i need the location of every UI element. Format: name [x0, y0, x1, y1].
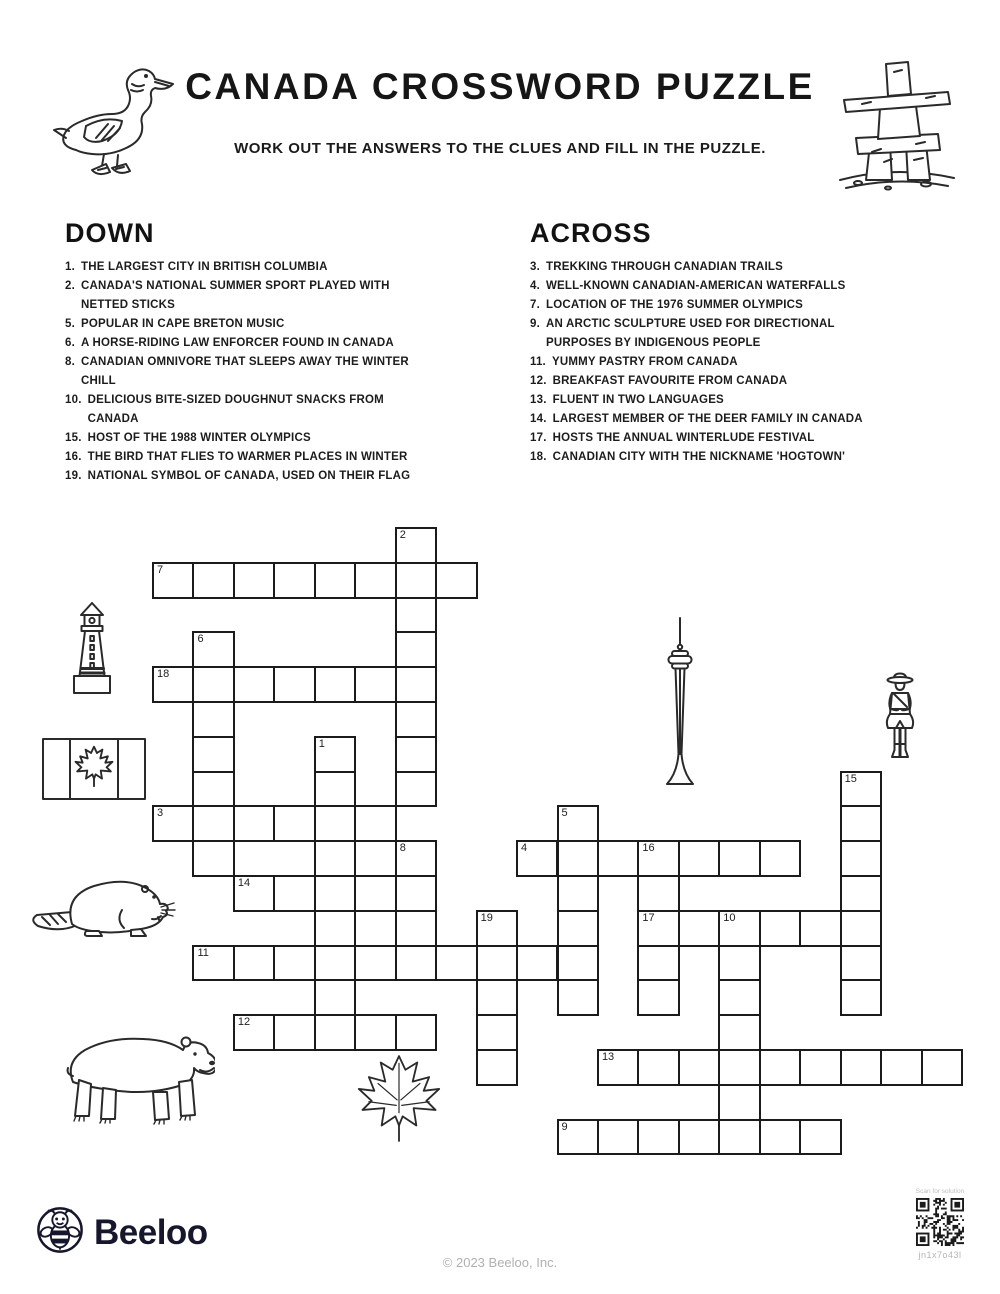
clue-number: 5.: [65, 318, 75, 330]
clue-number: 1.: [65, 261, 75, 273]
cell-number: 10: [723, 911, 736, 924]
grid-cell[interactable]: [718, 910, 760, 947]
grid-cell[interactable]: [192, 736, 234, 773]
grid-cell[interactable]: [840, 945, 882, 982]
clue-text: YUMMY PASTRY FROM CANADA: [551, 356, 738, 368]
grid-cell[interactable]: [799, 1119, 841, 1156]
cell-number: 6: [197, 633, 204, 646]
cell-number: 19: [480, 911, 493, 924]
grid-cell[interactable]: [395, 631, 437, 668]
grid-cell[interactable]: [678, 1049, 720, 1086]
grid-cell[interactable]: [395, 771, 437, 808]
grid-cell[interactable]: [476, 1014, 518, 1051]
across-heading: ACROSS: [530, 218, 652, 248]
clue-number: 15.: [65, 432, 82, 444]
clue-text: A HORSE-RIDING LAW ENFORCER FOUND IN CANADA: [81, 337, 394, 349]
grid-cell[interactable]: [152, 805, 194, 842]
clue-text: AN ARCTIC SCULPTURE USED FOR DIRECTIONAL PURPOSES BY INDIGENOUS PEOPLE: [546, 318, 835, 349]
cell-number: 17: [642, 911, 655, 924]
grid-cell[interactable]: [314, 840, 356, 877]
clue-number: 13.: [530, 394, 547, 406]
grid-cell[interactable]: [192, 945, 234, 982]
grid-cell[interactable]: [192, 805, 234, 842]
grid-cell[interactable]: [314, 979, 356, 1016]
grid-cell[interactable]: [637, 910, 679, 947]
grid-cell[interactable]: [476, 1049, 518, 1086]
grid-cell[interactable]: [395, 840, 437, 877]
beaver-illustration: [28, 872, 176, 938]
grid-cell[interactable]: [354, 805, 396, 842]
brand-logo: [36, 1206, 208, 1259]
grid-cell[interactable]: [840, 1049, 882, 1086]
clue-text: THE LARGEST CITY IN BRITISH COLUMBIA: [81, 261, 328, 273]
grid-cell[interactable]: [314, 736, 356, 773]
clue-text: NATIONAL SYMBOL OF CANADA, USED ON THEIR FLAG: [87, 470, 411, 482]
clue-text: HOST OF THE 1988 WINTER OLYMPICS: [87, 432, 311, 444]
grid-cell[interactable]: [637, 840, 679, 877]
grid-cell[interactable]: [395, 597, 437, 634]
grid-cell[interactable]: [273, 562, 315, 599]
grid-cell[interactable]: [192, 771, 234, 808]
grid-cell[interactable]: [759, 910, 801, 947]
grid-cell[interactable]: [718, 1014, 760, 1051]
grid-cell[interactable]: [557, 945, 599, 982]
grid-cell[interactable]: [395, 666, 437, 703]
grid-cell[interactable]: [273, 945, 315, 982]
grid-cell[interactable]: [435, 562, 477, 599]
bee-icon: [36, 1206, 84, 1259]
clue-number: 8.: [65, 356, 75, 368]
qr-caption: Scan for solution: [915, 1188, 965, 1195]
clue-number: 16.: [65, 451, 82, 463]
grid-cell[interactable]: [476, 945, 518, 982]
cell-number: 15: [844, 772, 857, 785]
grid-cell[interactable]: [273, 875, 315, 912]
grid-cell[interactable]: [799, 910, 841, 947]
grid-cell[interactable]: [273, 805, 315, 842]
grid-cell[interactable]: [637, 979, 679, 1016]
grid-cell[interactable]: [273, 1014, 315, 1051]
grid-cell[interactable]: [637, 1049, 679, 1086]
clue-number: 17.: [530, 432, 547, 444]
clue-number: 2.: [65, 280, 75, 292]
grid-cell[interactable]: [840, 805, 882, 842]
cell-number: 2: [399, 529, 406, 541]
grid-cell[interactable]: [759, 840, 801, 877]
grid-cell[interactable]: [152, 666, 194, 703]
grid-cell[interactable]: [476, 910, 518, 947]
grid-cell[interactable]: [557, 910, 599, 947]
grid-cell[interactable]: [354, 666, 396, 703]
cn-tower-illustration: [662, 617, 698, 789]
grid-cell[interactable]: [557, 805, 599, 842]
clue-text: CANADA'S NATIONAL SUMMER SPORT PLAYED WITH NETTED STICKS: [81, 280, 390, 311]
canada-flag-illustration: [42, 738, 146, 800]
grid-cell[interactable]: [678, 910, 720, 947]
grid-cell[interactable]: [233, 666, 275, 703]
clue-text: POPULAR IN CAPE BRETON MUSIC: [81, 318, 285, 330]
grid-cell[interactable]: [840, 979, 882, 1016]
grid-cell[interactable]: [718, 979, 760, 1016]
clue-text: FLUENT IN TWO LANGUAGES: [552, 394, 724, 406]
clue-number: 12.: [530, 375, 547, 387]
clue-text: TREKKING THROUGH CANADIAN TRAILS: [546, 261, 784, 273]
clue-text: THE BIRD THAT FLIES TO WARMER PLACES IN WINTER: [87, 451, 408, 463]
copyright-text: © 2023 Beeloo, Inc.: [442, 1255, 558, 1270]
grid-cell[interactable]: [597, 840, 639, 877]
grid-cell[interactable]: [840, 910, 882, 947]
clue-text: HOSTS THE ANNUAL WINTERLUDE FESTIVAL: [552, 432, 815, 444]
cell-number: 12: [237, 1016, 251, 1029]
cell-number: 16: [642, 842, 655, 855]
grid-cell[interactable]: [152, 562, 194, 599]
clue-text: LOCATION OF THE 1976 SUMMER OLYMPICS: [546, 299, 804, 311]
grid-cell[interactable]: [314, 910, 356, 947]
grid-cell[interactable]: [395, 562, 437, 599]
maple-leaf-illustration: [357, 1054, 441, 1144]
clue-number: 11.: [530, 356, 546, 368]
grid-cell[interactable]: [192, 562, 234, 599]
polar-bear-illustration: [55, 1030, 215, 1125]
grid-cell[interactable]: [799, 1049, 841, 1086]
grid-cell[interactable]: [354, 875, 396, 912]
qr-block: [905, 1188, 975, 1260]
cell-number: 11: [197, 946, 209, 959]
grid-cell[interactable]: [557, 979, 599, 1016]
grid-cell[interactable]: [314, 562, 356, 599]
grid-cell[interactable]: [273, 666, 315, 703]
grid-cell[interactable]: [314, 945, 356, 982]
brand-wordmark: Beeloo: [94, 1212, 208, 1252]
grid-cell[interactable]: [921, 1049, 963, 1086]
grid-cell[interactable]: [597, 1049, 639, 1086]
grid-cell[interactable]: [759, 1119, 801, 1156]
cell-number: 8: [399, 842, 406, 855]
grid-cell[interactable]: [395, 945, 437, 982]
clue-number: 6.: [65, 337, 75, 349]
grid-cell[interactable]: [557, 1119, 599, 1156]
grid-cell[interactable]: [718, 1084, 760, 1121]
grid-cell[interactable]: [516, 840, 558, 877]
grid-cell[interactable]: [233, 875, 275, 912]
grid-cell[interactable]: [233, 945, 275, 982]
grid-cell[interactable]: [840, 875, 882, 912]
down-heading: DOWN: [65, 218, 155, 248]
grid-cell[interactable]: [233, 562, 275, 599]
grid-cell[interactable]: [192, 631, 234, 668]
clue-number: 7.: [530, 299, 540, 311]
clue-text: WELL-KNOWN CANADIAN-AMERICAN WATERFALLS: [546, 280, 846, 292]
grid-cell[interactable]: [314, 805, 356, 842]
clue-number: 14.: [530, 413, 547, 425]
grid-cell[interactable]: [395, 1014, 437, 1051]
grid-cell[interactable]: [718, 1049, 760, 1086]
grid-cell[interactable]: [395, 527, 437, 564]
cell-number: 7: [157, 563, 164, 576]
grid-cell[interactable]: [192, 701, 234, 738]
grid-cell[interactable]: [354, 945, 396, 982]
grid-cell[interactable]: [840, 840, 882, 877]
grid-cell[interactable]: [354, 562, 396, 599]
cell-number: 4: [521, 842, 528, 855]
clue-text: BREAKFAST FAVOURITE FROM CANADA: [552, 375, 788, 387]
page-subtitle: WORK OUT THE ANSWERS TO THE CLUES AND FILL IN THE PUZZLE.: [234, 140, 766, 157]
grid-cell[interactable]: [637, 1119, 679, 1156]
grid-cell[interactable]: [516, 945, 558, 982]
cell-number: 3: [157, 807, 164, 820]
grid-cell[interactable]: [476, 979, 518, 1016]
grid-cell[interactable]: [637, 945, 679, 982]
cell-number: 9: [561, 1120, 568, 1133]
grid-cell[interactable]: [759, 1049, 801, 1086]
clue-text: CANADIAN OMNIVORE THAT SLEEPS AWAY THE WINTER CHILL: [81, 356, 409, 387]
cell-number: 5: [561, 807, 568, 820]
clue-number: 10.: [65, 394, 82, 406]
mountie-illustration: [882, 671, 918, 765]
grid-cell[interactable]: [718, 945, 760, 982]
cell-number: 1: [318, 737, 325, 750]
clue-text: LARGEST MEMBER OF THE DEER FAMILY IN CANADA: [552, 413, 863, 425]
grid-cell[interactable]: [395, 736, 437, 773]
cell-number: 18: [157, 668, 170, 681]
cell-number: 14: [237, 877, 251, 889]
grid-cell[interactable]: [314, 771, 356, 808]
lighthouse-illustration: [70, 602, 114, 698]
qr-code-text: jn1x7o43l: [918, 1250, 962, 1260]
grid-cell[interactable]: [678, 840, 720, 877]
grid-cell[interactable]: [597, 1119, 639, 1156]
grid-cell[interactable]: [395, 910, 437, 947]
grid-cell[interactable]: [314, 1014, 356, 1051]
grid-cell[interactable]: [718, 1119, 760, 1156]
grid-cell[interactable]: [233, 805, 275, 842]
clue-number: 4.: [530, 280, 540, 292]
grid-cell[interactable]: [395, 701, 437, 738]
qr-code: [916, 1198, 964, 1246]
grid-cell[interactable]: [557, 875, 599, 912]
grid-cell[interactable]: [557, 840, 599, 877]
clue-number: 3.: [530, 261, 540, 273]
page-title: CANADA CROSSWORD PUZZLE: [185, 66, 815, 107]
grid-cell[interactable]: [314, 666, 356, 703]
grid-cell[interactable]: [880, 1049, 922, 1086]
grid-cell[interactable]: [314, 875, 356, 912]
clue-number: 9.: [530, 318, 540, 330]
grid-cell[interactable]: [718, 840, 760, 877]
grid-cell[interactable]: [840, 771, 882, 808]
clue-text: CANADIAN CITY WITH THE NICKNAME 'HOGTOWN': [552, 451, 846, 463]
clue-number: 18.: [530, 451, 547, 463]
grid-cell[interactable]: [192, 666, 234, 703]
grid-cell[interactable]: [435, 945, 477, 982]
grid-cell[interactable]: [395, 875, 437, 912]
grid-cell[interactable]: [678, 1119, 720, 1156]
grid-cell[interactable]: [354, 1014, 396, 1051]
clue-number: 19.: [65, 470, 82, 482]
clue-text: DELICIOUS BITE-SIZED DOUGHNUT SNACKS FROM CANADA: [87, 394, 384, 425]
cell-number: 13: [601, 1051, 615, 1063]
grid-cell[interactable]: [192, 840, 234, 877]
grid-cell[interactable]: [233, 1014, 275, 1051]
grid-cell[interactable]: [637, 875, 679, 912]
